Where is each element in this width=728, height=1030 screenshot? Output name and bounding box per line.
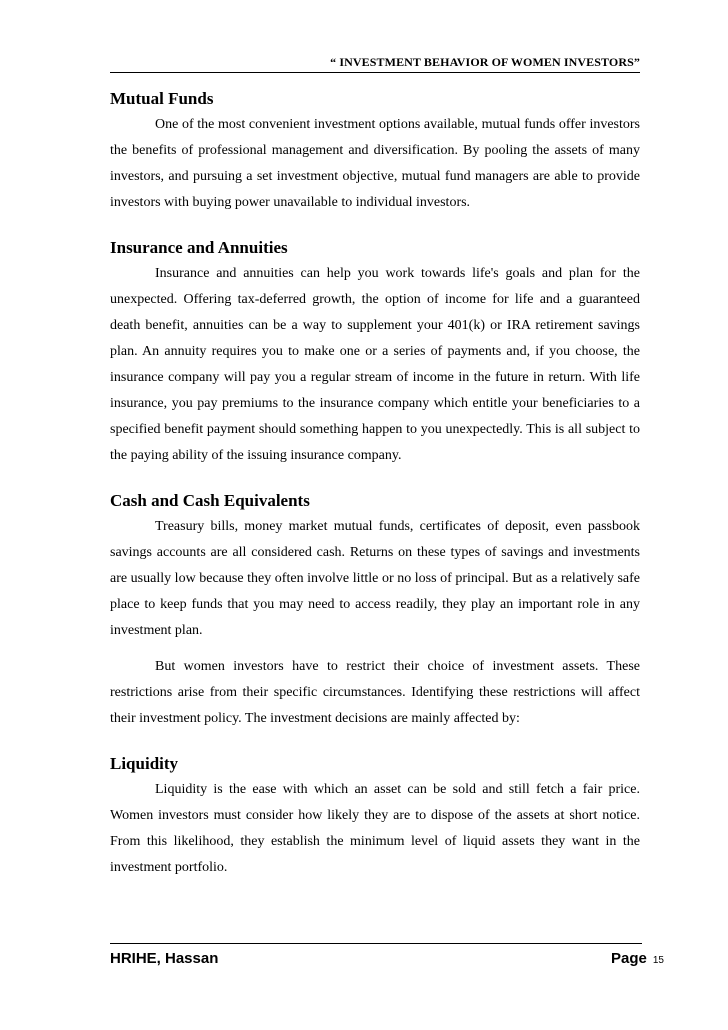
section-spacer: [110, 216, 640, 235]
paragraph-cash-equivalents-2: But women investors have to restrict their choice of investment assets. These restrictions arise from their specific circumstances. Identifying these restrictions will affect their investment policy. The investment decisions are mainly affected by:: [110, 659, 640, 726]
paragraph-liquidity: Liquidity is the ease with which an asset can be sold and still fetch a fair price. Women investors must consider how likely they are to dispose of the assets at short notice. From this likelihood, they establish the minimum level of liquid assets they want in the investment portfolio.: [110, 782, 640, 875]
section-title-mutual-funds: Mutual Funds: [110, 89, 214, 108]
page-content: [110, 86, 640, 881]
section-spacer: [110, 469, 640, 488]
paragraph-cash-equivalents-1: Treasury bills, money market mutual funds, certificates of deposit, even passbook savings accounts are all considered cash. Returns on these types of savings and investments are usually low because they often involve little or no loss of principal. But as a relatively safe place to keep funds that you may need to access readily, they play an important role in any investment plan.: [110, 519, 640, 638]
paragraph-insurance-annuities: Insurance and annuities can help you work towards life's goals and plan for the unexpected. Offering tax-deferred growth, the option of income for life and a guaranteed death benefit, annuities can be a way to supplement your 401(k) or IRA retirement savings plan. An annuity requires you to make one or a series of payments and, if you choose, the insurance company will pay you a regular stream of income in the future in return. With life insurance, you pay premiums to the insurance company which entitle your beneficiaries to a specified benefit payment should something happen to you unexpectedly. This is all subject to the paying ability of the issuing insurance company.: [110, 266, 640, 463]
section-spacer: [110, 732, 640, 751]
footer-author: HRIHE, Hassan: [110, 950, 219, 967]
header-rule: [110, 72, 640, 73]
running-header: “ INVESTMENT BEHAVIOR OF WOMEN INVESTORS”: [330, 55, 640, 69]
page-number: 15: [652, 955, 664, 966]
paragraph-spacer: [110, 644, 640, 654]
paragraph-mutual-funds: One of the most convenient investment options available, mutual funds offer investors the benefits of professional management and diversification. By pooling the assets of many investors, and pursuing a set investment objective, mutual fund managers are able to provide investors with buying power unavailable to individual investors.: [110, 117, 640, 210]
page-label: Page: [611, 950, 647, 967]
section-title-liquidity: Liquidity: [110, 754, 179, 773]
section-title-cash-equivalents: Cash and Cash Equivalents: [110, 491, 310, 510]
footer-page-number: [611, 950, 664, 968]
section-title-insurance-annuities: Insurance and Annuities: [110, 238, 288, 257]
footer-rule: [110, 943, 642, 944]
